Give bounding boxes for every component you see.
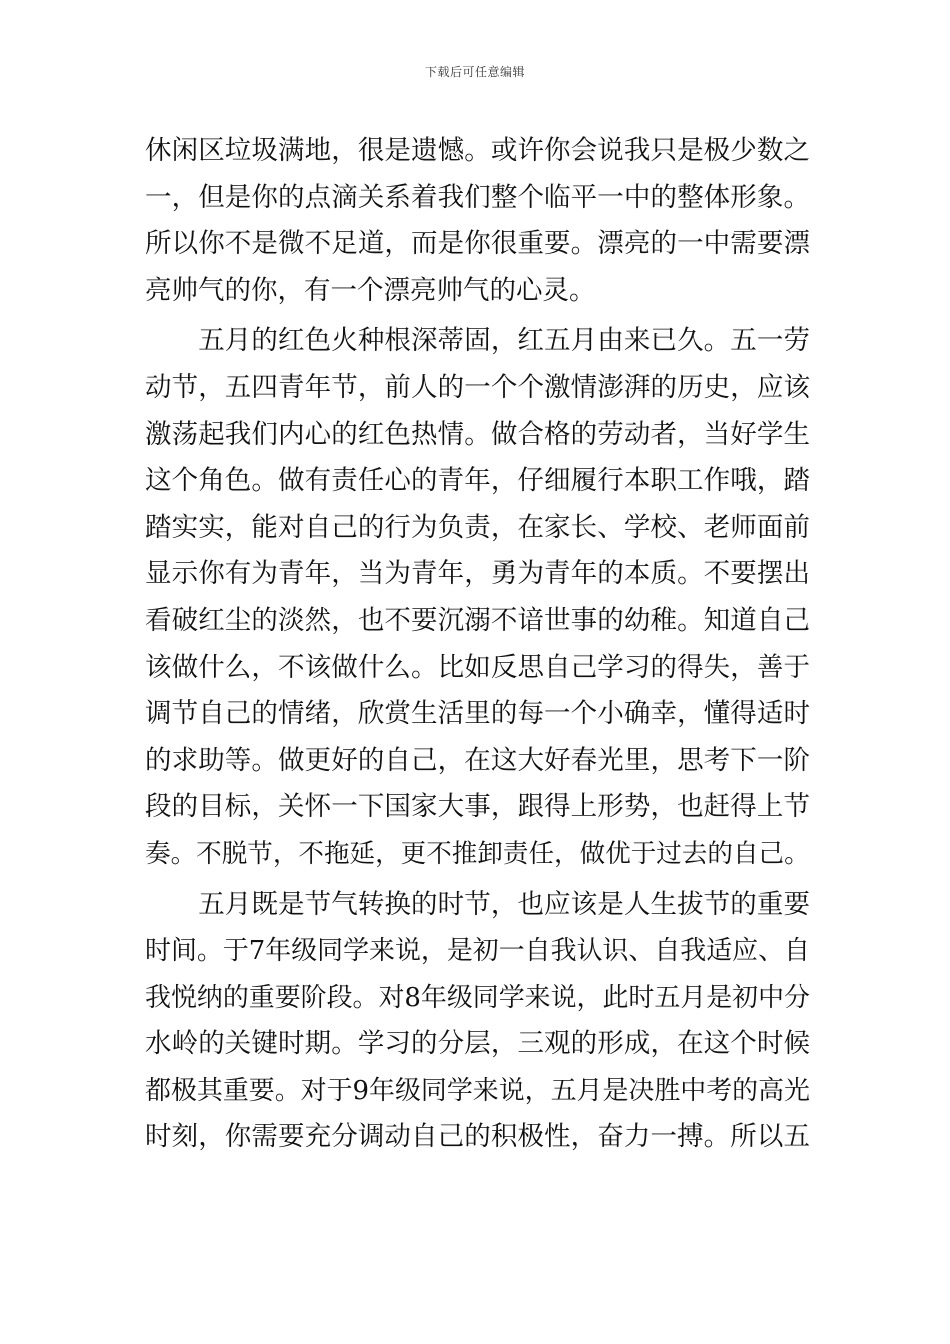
text-line: 都极其重要。对于9年级同学来说，五月是决胜中考的高光 bbox=[145, 1075, 810, 1106]
text-line: 五月的红色火种根深蒂固，红五月由来已久。五一劳 bbox=[145, 325, 810, 357]
text-line: 显示你有为青年，当为青年，勇为青年的本质。不要摆出 bbox=[145, 558, 810, 590]
paragraph-1 bbox=[145, 128, 810, 314]
text-line: 水岭的关键时期。学习的分层，三观的形成，在这个时候 bbox=[145, 1028, 810, 1060]
text-line: 看破红尘的淡然，也不要沉溺不谙世事的幼稚。知道自己 bbox=[145, 604, 810, 636]
paragraph-3 bbox=[145, 882, 810, 1162]
text-line: 这个角色。做有责任心的青年，仔细履行本职工作哦，踏 bbox=[145, 465, 810, 497]
text-line: 时间。于7年级同学来说，是初一自我认识、自我适应、自 bbox=[145, 936, 810, 967]
text-line: 调节自己的情绪，欣赏生活里的每一个小确幸，懂得适时 bbox=[145, 698, 810, 730]
text-line: 休闲区垃圾满地，很是遗憾。或许你会说我只是极少数之 bbox=[145, 135, 810, 166]
text-line: 踏实实，能对自己的行为负责，在家长、学校、老师面前 bbox=[145, 511, 810, 543]
text-line: 段的目标，关怀一下国家大事，跟得上形势，也赶得上节 bbox=[145, 791, 810, 823]
page-header: 下载后可任意编辑 bbox=[424, 65, 525, 79]
text-line: 该做什么，不该做什么。比如反思自己学习的得失，善于 bbox=[145, 651, 810, 683]
text-line: 奏。不脱节，不拖延，更不推卸责任，做优于过去的自己。 bbox=[145, 838, 810, 869]
document-body bbox=[145, 128, 810, 1161]
paragraph-2 bbox=[145, 318, 810, 877]
text-line: 亮帅气的你，有一个漂亮帅气的心灵。 bbox=[145, 274, 596, 306]
text-line: 时刻，你需要充分调动自己的积极性，奋力一搏。所以五 bbox=[145, 1121, 810, 1153]
text-line: 的求助等。做更好的自己，在这大好春光里，思考下一阶 bbox=[145, 744, 810, 776]
text-line: 激荡起我们内心的红色热情。做合格的劳动者，当好学生 bbox=[145, 418, 810, 450]
text-line: 五月既是节气转换的时节，也应该是人生拔节的重要 bbox=[145, 888, 810, 920]
text-line: 我悦纳的重要阶段。对8年级同学来说，此时五月是初中分 bbox=[145, 982, 810, 1013]
text-line: 所以你不是微不足道，而是你很重要。漂亮的一中需要漂 bbox=[145, 228, 810, 260]
text-line: 动节，五四青年节，前人的一个个激情澎湃的历史，应该 bbox=[145, 371, 810, 403]
text-line: 一，但是你的点滴关系着我们整个临平一中的整体形象。 bbox=[145, 181, 810, 213]
